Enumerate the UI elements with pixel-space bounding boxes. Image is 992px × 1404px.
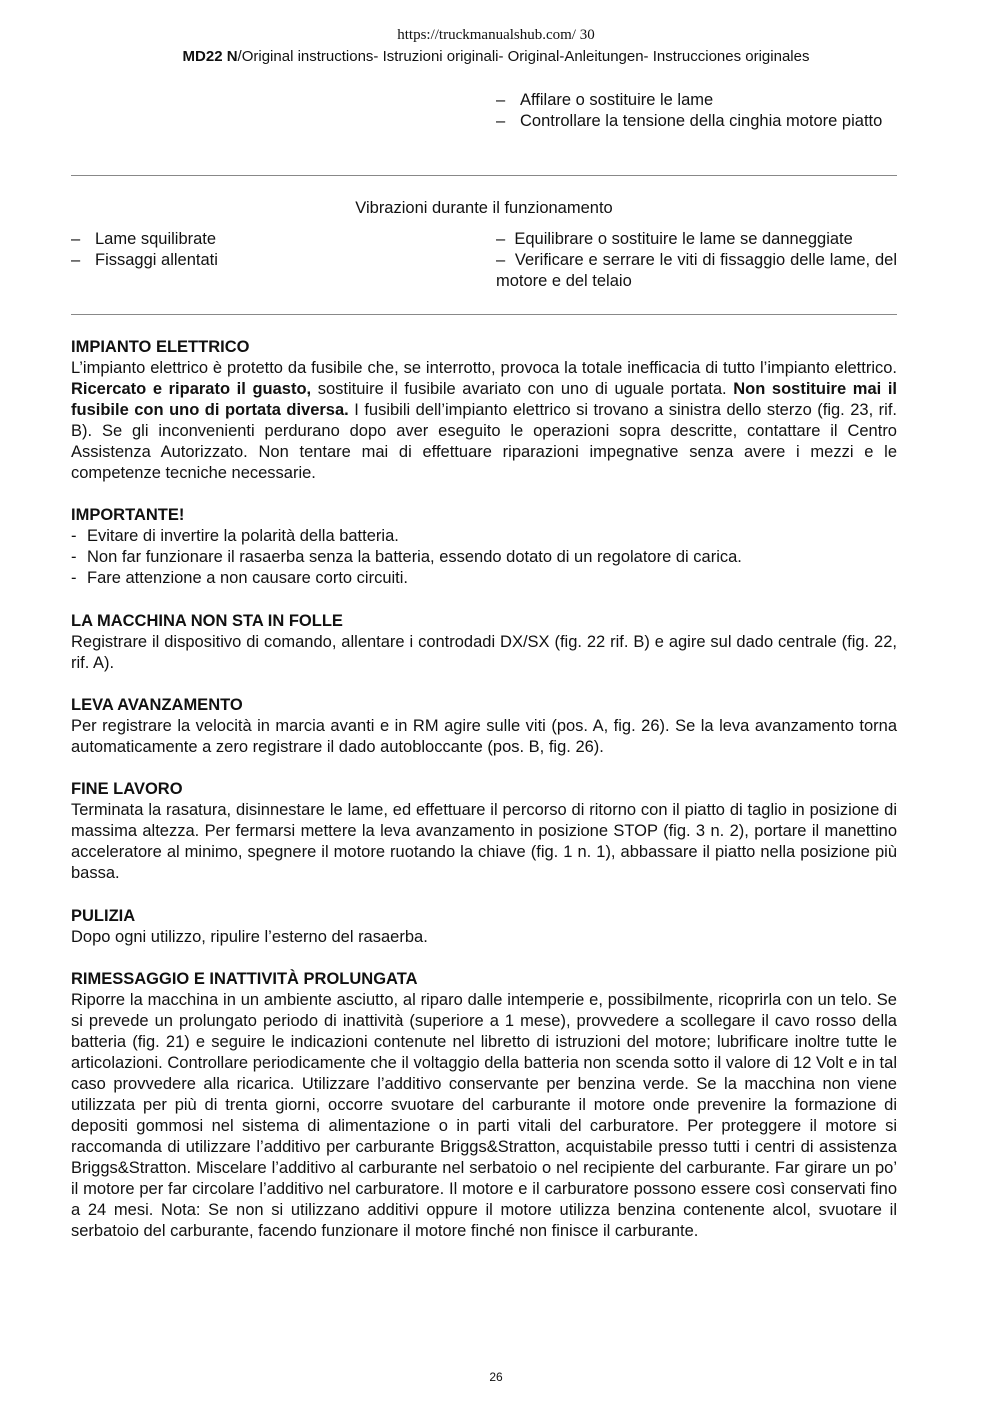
remedy-text: Verificare e serrare le viti di fissaggio delle lame, del motore e del telaio <box>496 251 897 290</box>
list-item <box>496 250 897 292</box>
section-folle <box>71 611 897 674</box>
cause-text: Fissaggi allentati <box>95 251 218 269</box>
section-title: PULIZIA <box>71 907 136 925</box>
section-fine-lavoro <box>71 779 897 884</box>
header-subtitle: /Original instructions- Istruzioni originali- Original-Anleitungen- Instrucciones originales <box>237 48 810 65</box>
dash-bullet: – <box>496 91 506 109</box>
list-item <box>496 111 897 132</box>
remedy-text: Equilibrare o sostituire le lame se danneggiate <box>514 230 853 248</box>
dash-bullet: – <box>496 112 506 130</box>
section-title: LA MACCHINA NON STA IN FOLLE <box>71 612 343 630</box>
model-name: MD22 N <box>182 48 238 65</box>
page-number: 26 <box>489 1370 503 1384</box>
cause-text: Lame squilibrate <box>95 230 217 248</box>
section-leva-avanzamento <box>71 695 897 758</box>
dash-bullet: - <box>71 527 77 545</box>
dash-bullet: - <box>71 569 77 587</box>
dash-bullet: – <box>496 230 506 248</box>
section-title: IMPIANTO ELETTRICO <box>71 338 250 356</box>
section-importante <box>71 505 897 589</box>
section-text: Registrare il dispositivo di comando, allentare i controdadi DX/SX (fig. 22 rif. B) e agire sul dado centrale (fig. 22, rif. A). <box>71 633 897 672</box>
dash-bullet: – <box>71 251 81 269</box>
section-title: IMPORTANTE! <box>71 506 185 524</box>
header-title <box>0 48 992 65</box>
section-title: FINE LAVORO <box>71 780 183 798</box>
list-item <box>496 229 897 250</box>
list-item: - Non far funzionare il rasaerba senza la batteria, essendo dotato di un regolatore di carica. <box>71 548 742 566</box>
list-item <box>71 229 451 250</box>
dash-bullet: – <box>496 251 506 269</box>
table-top-remedies <box>496 90 897 132</box>
section-text: Per registrare la velocità in marcia avanti e in RM agire sulle viti (pos. A, fig. 26). Se la leva avanzamento torna automaticamente a zero registrare il dado autobloccante (pos. B, fig. 26). <box>71 717 897 756</box>
dash-bullet: - <box>71 548 77 566</box>
header-url: https://truckmanualshub.com/ 30 <box>397 27 595 43</box>
table-remedies <box>496 229 897 292</box>
section-text: L’impianto elettrico è protetto da fusibile che, se interrotto, provoca la totale inefficacia di tutto l’impianto elettrico. Ricercato e riparato il guasto, sostituire il fusibile avariato con uno di uguale portata. Non sostituire mai il fusibile con uno di portata diversa. I fusibili dell’impianto elettrico si trovano a sinistra dello sterzo (fig. 23, rif. B). Se gli inconvenienti perdurano dopo aver eseguito le operazioni sopra descritte, contattare il Centro Assistenza Autorizzato. Non tentare mai di effettuare riparazioni impegnative senza avere i mezzi e le competenze tecniche necessarie. <box>71 359 897 482</box>
remedy-text: Controllare la tensione della cinghia motore piatto <box>520 112 883 130</box>
table-heading: Vibrazioni durante il funzionamento <box>355 199 613 217</box>
table-causes <box>71 229 451 271</box>
section-rimessaggio <box>71 969 897 1242</box>
section-pulizia <box>71 906 897 948</box>
remedy-text: Affilare o sostituire le lame <box>520 91 714 109</box>
section-title: RIMESSAGGIO E INATTIVITÀ PROLUNGATA <box>71 970 418 988</box>
section-impianto-elettrico <box>71 337 897 484</box>
dash-bullet: – <box>71 230 81 248</box>
section-title: LEVA AVANZAMENTO <box>71 696 243 714</box>
section-text: Riporre la macchina in un ambiente asciutto, al riparo dalle intemperie e, possibilmente, ricoprirla con un telo. Se si prevede un prolungato periodo di inattività (superiore a 1 mese), provvedere a scollegare il cavo rosso della batteria (fig. 21) e seguire le indicazioni contenute nel libretto di istruzioni del motore; lubrificare inoltre tutte le articolazioni. Controllare periodicamente che il voltaggio della batteria non scenda sotto il valore di 12 Volt e in tal caso provvedere alla ricarica. Utilizzare l’additivo conservante per benzina verde. Se la macchina non viene utilizzata per più di trenta giorni, occorre svuotare del carburante il motore onde prevenire la formazione di depositi gommosi nel sistema di alimentazione o in parti vitali del carburatore. Per proteggere il motore si raccomanda di utilizzare l’additivo per carburante Briggs&Stratton, acquistabile presso tutti i centri di assistenza Briggs&Stratton. Miscelare l’additivo al carburante nel serbatoio o nel recipiente del carburante. Far girare un po’ il motore per far circolare l’additivo nel carburatore. Il motore e il carburatore possono essere così conservati fino a 24 mesi. Nota: Se non si utilizzano additivi oppure il motore utilizza benzina contenente alcol, svuotare il serbatoio del carburante, facendo funzionare il motore finché non finisce il carburante. <box>71 991 897 1240</box>
section-text: Dopo ogni utilizzo, ripulire l’esterno del rasaerba. <box>71 928 428 946</box>
table-divider <box>71 314 897 315</box>
table-divider <box>71 175 897 176</box>
list-item: - Fare attenzione a non causare corto circuiti. <box>71 569 409 587</box>
list-item <box>71 250 451 271</box>
section-text: Terminata la rasatura, disinnestare le lame, ed effettuare il percorso di ritorno con il piatto di taglio in posizione di massima altezza. Per fermarsi mettere la leva avanzamento in posizione STOP (fig. 3 n. 2), portare il manettino acceleratore al minimo, spegnere il motore ruotando la chiave (fig. 1 n. 1), abbassare il piatto nella posizione più bassa. <box>71 801 897 882</box>
list-item <box>496 90 897 111</box>
list-item: - Evitare di invertire la polarità della batteria. <box>71 527 399 545</box>
